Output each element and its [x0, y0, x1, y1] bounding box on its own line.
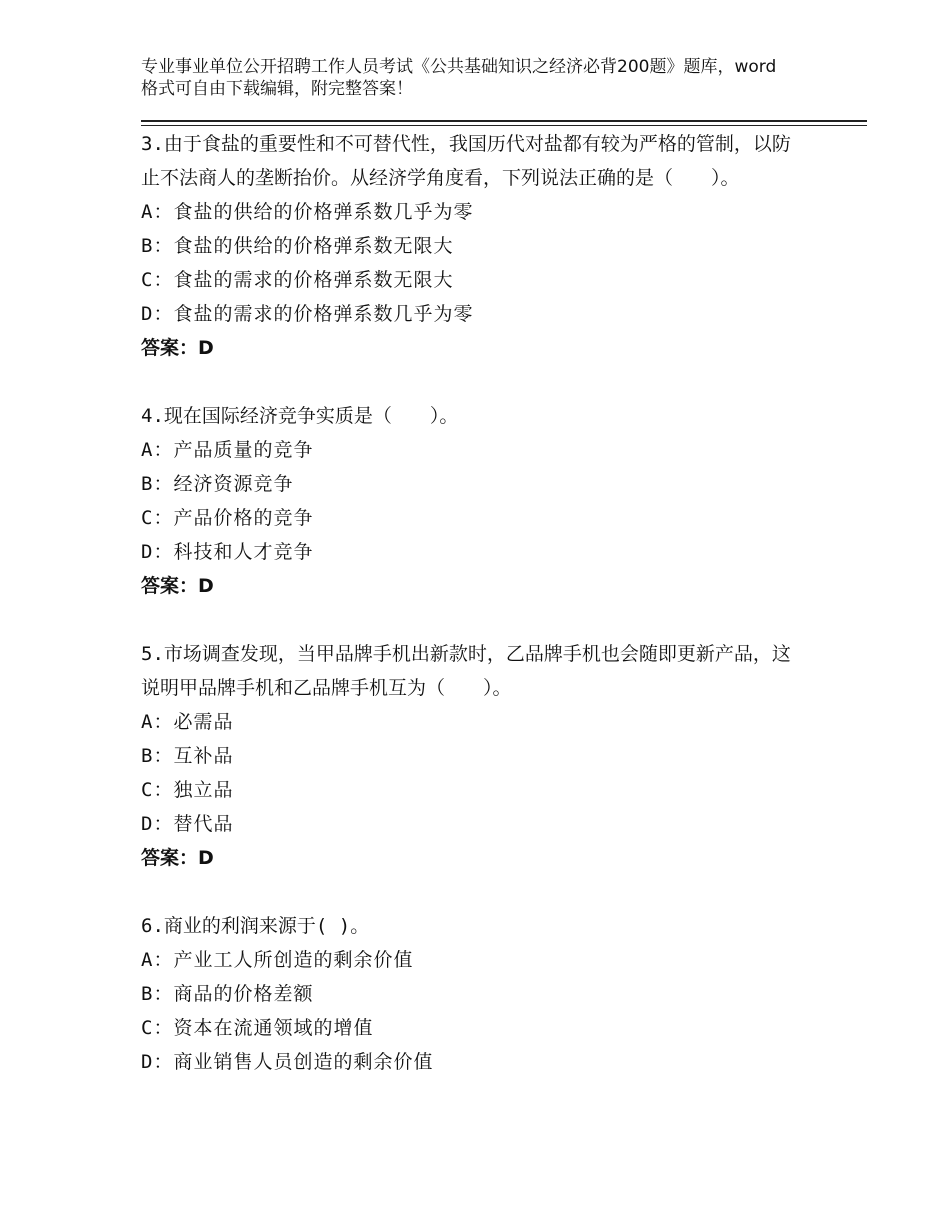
option-d: D：商业销售人员创造的剩余价值	[141, 1051, 434, 1073]
option-c: C：独立品	[141, 779, 234, 801]
option-c: C：产品价格的竞争	[141, 507, 314, 529]
question-item	[141, 909, 801, 1079]
option-d: D：食盐的需求的价格弹系数几乎为零	[141, 303, 474, 325]
answer-line: 答案：D	[141, 847, 214, 869]
option-a: A：食盐的供给的价格弹系数几乎为零	[141, 201, 474, 223]
question-stem: 4.现在国际经济竞争实质是（ ）。	[141, 405, 459, 427]
option-d: D：科技和人才竞争	[141, 541, 314, 563]
option-b: B：食盐的供给的价格弹系数无限大	[141, 235, 454, 257]
question-item	[141, 399, 801, 603]
question-stem: 3.由于食盐的重要性和不可替代性，我国历代对盐都有较为严格的管制，以防止不法商人的垄断抬价。从经济学角度看，下列说法正确的是（ ）。	[141, 133, 791, 189]
option-c: C：资本在流通领域的增值	[141, 1017, 374, 1039]
question-stem: 5.市场调查发现，当甲品牌手机出新款时，乙品牌手机也会随即更新产品，这说明甲品牌手机和乙品牌手机互为（ ）。	[141, 643, 791, 699]
question-item	[141, 127, 801, 365]
question-list	[141, 127, 801, 1079]
option-b: B：经济资源竞争	[141, 473, 294, 495]
option-a: A：必需品	[141, 711, 234, 733]
question-item	[141, 637, 801, 875]
option-c: C：食盐的需求的价格弹系数无限大	[141, 269, 454, 291]
answer-line: 答案：D	[141, 575, 214, 597]
question-spacer	[141, 365, 801, 399]
header-divider-thick	[141, 120, 867, 122]
header-divider-thin	[141, 125, 867, 126]
question-stem: 6.商业的利润来源于( )。	[141, 915, 370, 937]
option-b: B：商品的价格差额	[141, 983, 314, 1005]
option-d: D：替代品	[141, 813, 234, 835]
question-spacer	[141, 875, 801, 909]
option-a: A：产业工人所创造的剩余价值	[141, 949, 414, 971]
question-spacer	[141, 603, 801, 637]
document-header: 专业事业单位公开招聘工作人员考试《公共基础知识之经济必背200题》题库，word格式可自由下载编辑，附完整答案！	[141, 57, 777, 99]
option-b: B：互补品	[141, 745, 234, 767]
option-a: A：产品质量的竞争	[141, 439, 314, 461]
answer-line: 答案：D	[141, 337, 214, 359]
